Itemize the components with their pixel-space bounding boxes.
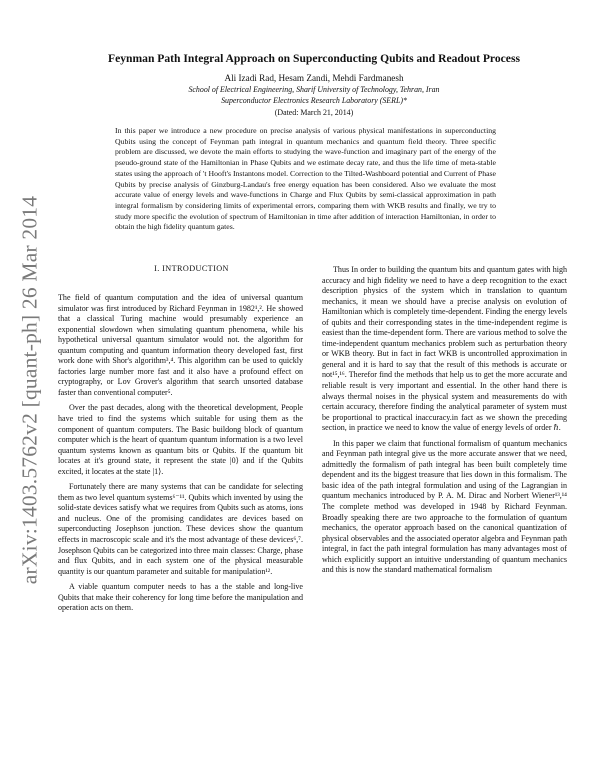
section-heading-text: I. INTRODUCTION [154, 264, 229, 273]
paragraph: Over the past decades, along with the theoretical development, People have tried to find the systems which suitable for using them as the component of quantum computers. The Basic buildong block of quantum computer which is the heart of quantum quantum information is a two level quantum systems known as quantum bits or Qubits. If the quantum bit locates at it's ground state, it represent the state |0⟩ and if the Qubits excited, it locates at the state |1⟩. [58, 403, 303, 476]
paragraph: A viable quantum computer needs to has a the stable and long-live Qubits that make their coherency for long time before the manipulation and operation acts on them. [58, 582, 303, 613]
arxiv-id: arXiv:1403.5762v2 [quant-ph] 26 Mar 2014 [17, 195, 42, 585]
affiliation-school: School of Electrical Engineering, Sharif University of Technology, Tehran, Iran [188, 85, 440, 94]
paragraph: Thus In order to building the quantum bits and quantum gates with high accuracy and high fidelity we need to have a deep recognition to the exact description physics of the system which in translation to quantum mechanics, it mean we should have a precise analysis on evolution of Hamiltonian which is completely time-dependent. Finding the energy levels of qubits and their corresponding states in the time-independent regime is easiest than the time-dependent form. There are various method to solve the time-independent quantum mechanics problem such as perturbation theory or WKB theory. But in fact in fact WKB is uncontrolled approximation in general and it is hard to say that the result of this methods is accurate or not¹⁵,¹⁶. Therefor find the methods that help us to get the more accurate and reliable result is very important and essential. In the other hand there is always thermal noises in the physical system and measurements do with certain accuracy, therefore finding the analytical parameter of system must be proportional to practical inaccuracy.in fact as we shown the preceding section, in practice we need to know the value of energy levels of order ℏ. [322, 265, 567, 433]
right-column [322, 265, 567, 576]
paragraph: Fortunately there are many systems that can be candidate for selecting them as two level quantum systems⁶⁻¹¹. Qubits which invented by using the solid-state devices satisfy what we requires from Qubits such as atoms, ions and nucleus. One of the promising candidates are devices based on superconducting Josephson junction. These devices show the quantum effects in macroscopic scale and it's the most advantage of these devices⁶,⁷. Josephson Qubits can be categorized into three main classes: Charge, phase and flux Qubits, and in each system one of the physical measurable quantity is our quantum parameter and suitable for manipulation¹². [58, 482, 303, 576]
abstract: In this paper we introduce a new procedure on precise analysis of various physical manifestations in superconducting Qubits using the concept of Feynman path integral in quantum mechanics and quantum field theory. Three specific problem are discussed, we devote the main efforts to studying the wave-function and imaginary part of the energy of the pseudo-ground state of the Hamiltonian in Phase Qubits and we estimate decay rate, and thus the life time of meta-stable states using the approach of 't Hooft's Instantons model. Correction to the Tilted-Washboard potential and Current of Phase Qubits by precise analysis of Ginzburg-Landau's free energy equation has been considered. Also we evaluate the most accurate value of energy levels and wave-functions in Charge and Flux Qubits by semi-classical approximation in path integral formalism by considering limits of experimental errors, comparing them with WKB results and finally, we try to study more specific the evolution of spectrum of Hamiltonian in time after addition of interaction Hamiltonian, in order to obtain the high fidelity quantum gates. [115, 126, 496, 232]
arxiv-stamp [10, 190, 50, 590]
paper-title: Feynman Path Integral Approach on Superconducting Qubits and Readout Process [108, 52, 520, 65]
affiliation-lab: Superconductor Electronics Research Laboratory (SERL)* [221, 96, 407, 105]
left-column [58, 293, 303, 614]
paragraph: In this paper we claim that functional formalism of quantum mechanics and Feynman path integral give us the more accurate answer that we need, admittedly the formalism of path integral has been built completely time dependent and its the biggest treasure that lies down in this formalism. The basic idea of the path integral formulation and using of the Lagrangian in quantum mechanics introduced by P. A. M. Dirac and Norbert Wiener¹³,¹⁴ The complete method was developed in 1948 by Richard Feynman. Broadly speaking there are two approache to the formulation of quantum mechanics, the operator approach based on the canonical quantization of physical observables and the associated operator algebra and Feynman path integral, in fact the path integral formulation has many advantages most of which explicitly support an intuitive understanding of quantum mechanics and this is now the standard mathematical formalism [322, 438, 567, 575]
paragraph: The field of quantum computation and the idea of universal quantum simulator was first introduced by Richard Feynman in 1982¹,². He showed that a classical Turing machine would presumably experience an exponential slowdown when simulating quantum phenomena, while his hypothetical universal quantum simulator would not. the algorithm for quantum computing and quantum information theory developed fast, first work done with Shor's algorithm³,⁴. This algorithm can be used to quickly factories large number more fast and it also have a profound effect on cryptography, or Lov Grover's algorithm that search unsorted database faster than conventional computer⁵. [58, 293, 303, 397]
date-line: (Dated: March 21, 2014) [274, 108, 354, 117]
author-list: Ali Izadi Rad, Hesam Zandi, Mehdi Fardmanesh [224, 73, 404, 83]
